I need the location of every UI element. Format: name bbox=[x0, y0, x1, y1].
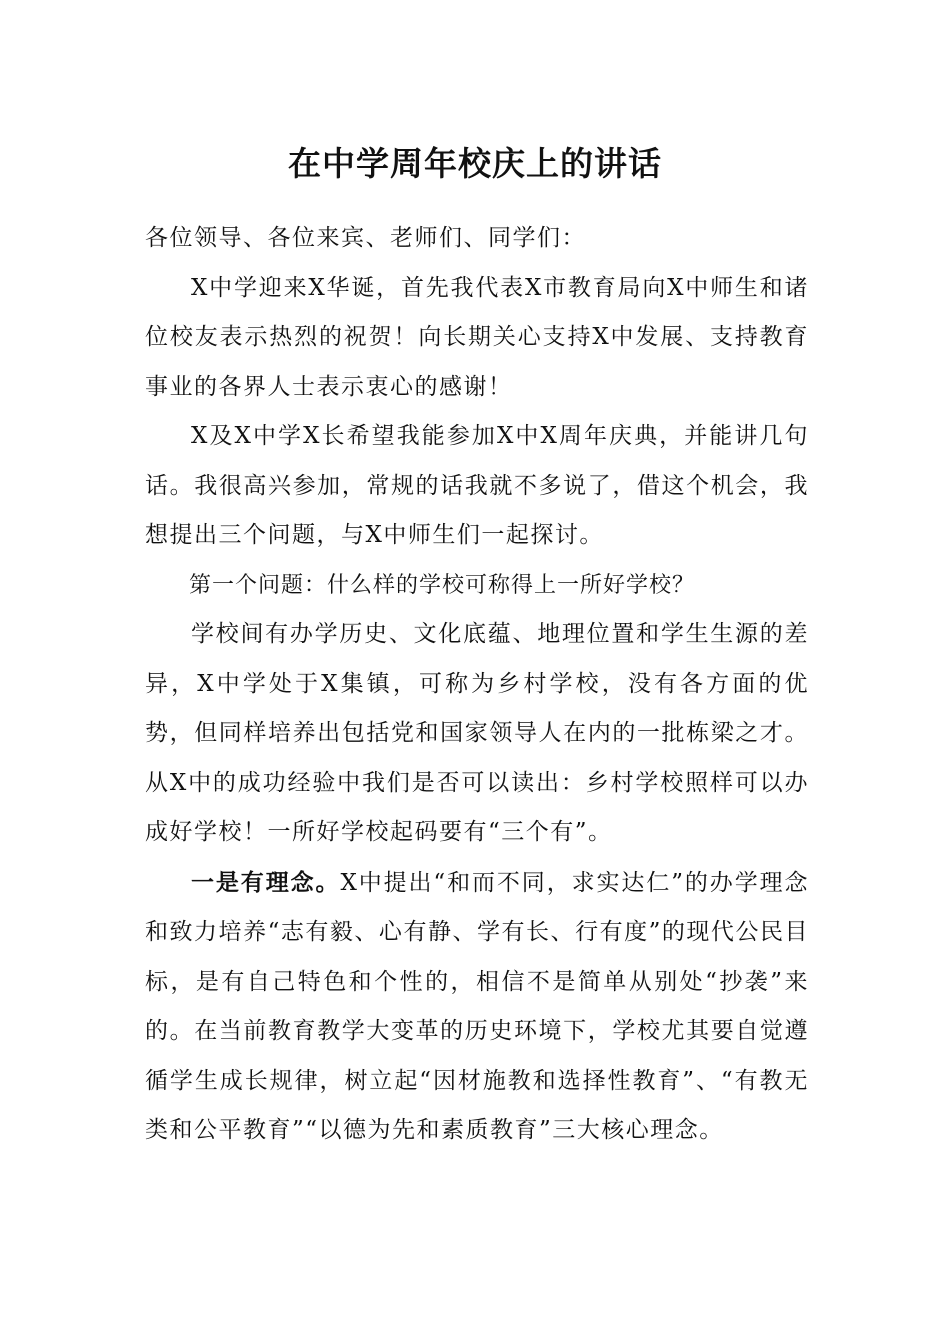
document-title: 在中学周年校庆上的讲话 bbox=[288, 144, 662, 183]
point-1-lead: 一是有理念。 bbox=[191, 868, 341, 896]
question-1-heading: 第一个问题：什么样的学校可称得上一所好学校？ bbox=[189, 572, 696, 598]
point-1-text: X中提出“和而不同，求实达仁”的办学理念和致力培养“志有毅、心有静、学有长、行有度”的现代公民目标，是有自己特色和个性的，相信不是简单从别处“抄袭”来的。在当前教育教学大变革的历史环境下，学校尤其要自觉遵循学生成长规律，树立起“因材施教和选择性教育”、“有教无类和公平教育”“以德为先和素质教育”三大核心理念。 bbox=[145, 869, 810, 1143]
salutation: 各位领导、各位来宾、老师们、同学们： bbox=[145, 225, 586, 251]
paragraph-1: X中学迎来X华诞，首先我代表X市教育局向X中师生和诸位校友表示热烈的祝贺！向长期关心支持X中发展、支持教育事业的各界人士表示衷心的感谢！ bbox=[145, 274, 809, 400]
paragraph-2: X及X中学X长希望我能参加X中X周年庆典，并能讲几句话。我很高兴参加，常规的话我就不多说了，借这个机会，我想提出三个问题，与X中师生们一起探讨。 bbox=[145, 423, 809, 548]
document-body bbox=[145, 214, 809, 1156]
paragraph-3: 学校间有办学历史、文化底蕴、地理位置和学生生源的差异，X中学处于X集镇，可称为乡村学校，没有各方面的优势，但同样培养出包括党和国家领导人在内的一批栋梁之才。从X中的成功经验中我们是否可以读出：乡村学校照样可以办成好学校！一所好学校起码要有“三个有”。 bbox=[145, 621, 809, 845]
point-1-paragraph bbox=[145, 858, 809, 1156]
